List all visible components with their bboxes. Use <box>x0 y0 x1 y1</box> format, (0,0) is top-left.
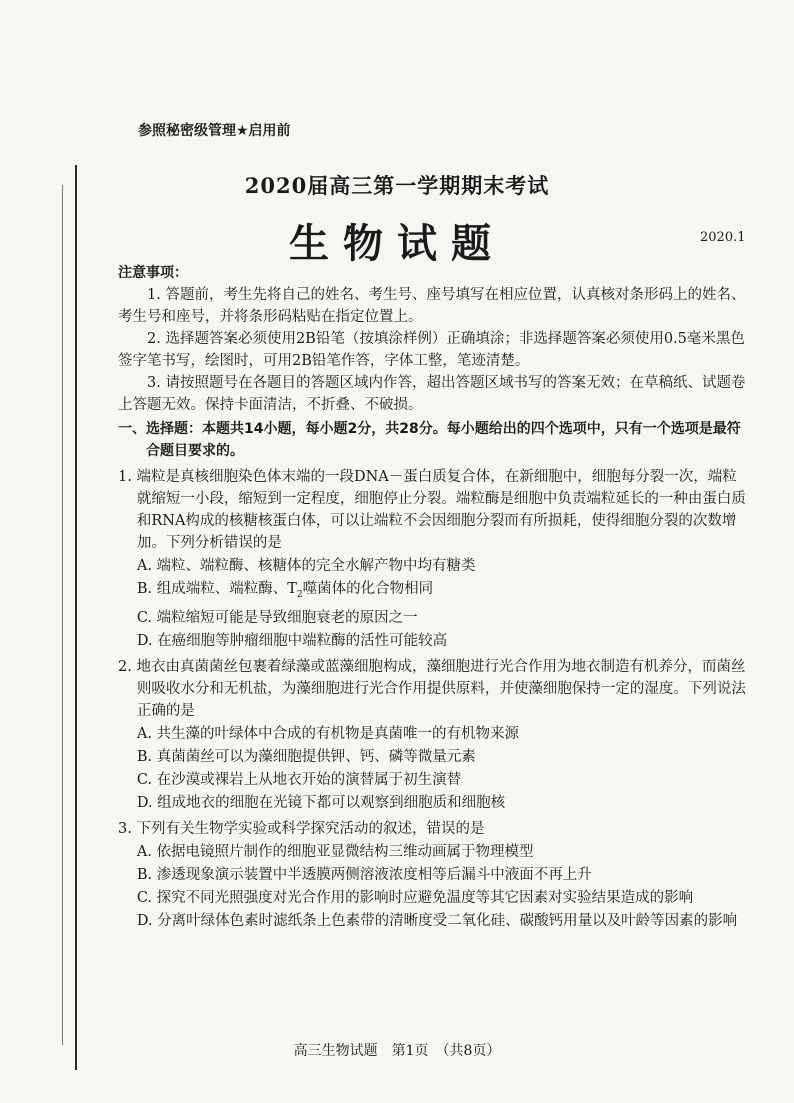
question-1 <box>118 466 748 652</box>
notice-item: 2. 选择题答案必须使用2B铅笔（按填涂样例）正确填涂；非选择题答案必须使用0.5毫米黑色签字笔书写，绘图时，可用2B铅笔作答，字体工整，笔迹清楚。 <box>118 331 745 369</box>
section-title: 一、选择题：本题共14小题，每小题2分，共28分。每小题给出的四个选项中，只有一个选项是最符合题目要求的。 <box>118 421 741 459</box>
option-d: D. 组成地衣的细胞在光镜下都可以观察到细胞质和细胞核 <box>136 794 506 811</box>
option-b-head: B. 组成端粒、端粒酶、T <box>136 581 297 597</box>
notice-item: 1. 答题前，考生先将自己的姓名、考生号、座号填写在相应位置，认真核对条形码上的姓名、考生号和座号，并将条形码粘贴在指定位置上。 <box>118 287 746 325</box>
page-footer: 高三生物试题 第1页 （共8页） <box>293 1043 501 1059</box>
binding-line <box>75 165 77 1070</box>
confidentiality-label: 参照秘密级管理★启用前 <box>138 123 291 139</box>
option-d: D. 分离叶绿体色素时滤纸条上色素带的清晰度受二氧化硅、碳酸钙用量以及叶龄等因素的影响 <box>136 912 738 929</box>
question-2 <box>118 656 748 814</box>
binding-line-inner <box>62 185 63 1045</box>
subject-title: 生物试题 <box>289 220 505 267</box>
notice-item: 3. 请按照题号在各题目的答题区域内作答，超出答题区域书写的答案无效；在草稿纸、试题卷上答题无效。保持卡面清洁，不折叠、不破损。 <box>118 375 746 413</box>
option-c: C. 端粒缩短可能是导致细胞衰老的原因之一 <box>136 609 418 626</box>
exam-content <box>118 262 748 933</box>
option-c: C. 在沙漠或裸岩上从地衣开始的演替属于初生演替 <box>136 771 462 788</box>
question-3 <box>118 818 748 932</box>
option-a: A. 共生藻的叶绿体中合成的有机物是真菌唯一的有机物来源 <box>136 725 520 742</box>
exam-title: 2020届高三第一学期期末考试 <box>244 173 550 198</box>
option-c: C. 探究不同光照强度对光合作用的影响时应避免温度等其它因素对实验结果造成的影响 <box>136 889 694 906</box>
exam-date: 2020.1 <box>700 230 746 245</box>
option-a: A. 端粒、端粒酶、核糖体的完全水解产物中均有糖类 <box>136 558 476 574</box>
option-b-subscript: 2 <box>296 589 303 600</box>
option-a: A. 依据电镜照片制作的细胞亚显微结构三维动画属于物理模型 <box>136 843 534 860</box>
option-b: B. 渗透现象演示装置中半透膜两侧溶液浓度相等后漏斗中液面不再上升 <box>136 866 592 883</box>
option-b-tail: 噬菌体的化合物相同 <box>302 581 434 597</box>
option-b: B. 真菌菌丝可以为藻细胞提供钾、钙、磷等微量元素 <box>136 748 476 765</box>
option-d: D. 在癌细胞等肿瘤细胞中端粒酶的活性可能较高 <box>136 632 448 649</box>
option-b <box>118 578 748 606</box>
question-stem: 1. 端粒是真核细胞染色体末端的一段DNA－蛋白质复合体，在新细胞中，细胞每分裂一次，端粒就缩短一小段，缩短到一定程度，细胞停止分裂。端粒酶是细胞中负责端粒延长的一种由蛋白质和RNA构成的核糖核蛋白体，可以让端粒不会因细胞分裂而有所损耗，使得细胞分裂的次数增加。下列分析错误的是 <box>118 469 746 551</box>
question-stem: 2. 地衣由真菌菌丝包裹着绿藻或蓝藻细胞构成，藻细胞进行光合作用为地衣制造有机养分，而菌丝则吸收水分和无机盐，为藻细胞进行光合作用提供原料，并使藻细胞保持一定的湿度。下列说法正确的是 <box>118 658 746 719</box>
notice-heading: 注意事项： <box>118 265 188 281</box>
question-stem: 3. 下列有关生物学实验或科学探究活动的叙述，错误的是 <box>118 820 485 837</box>
